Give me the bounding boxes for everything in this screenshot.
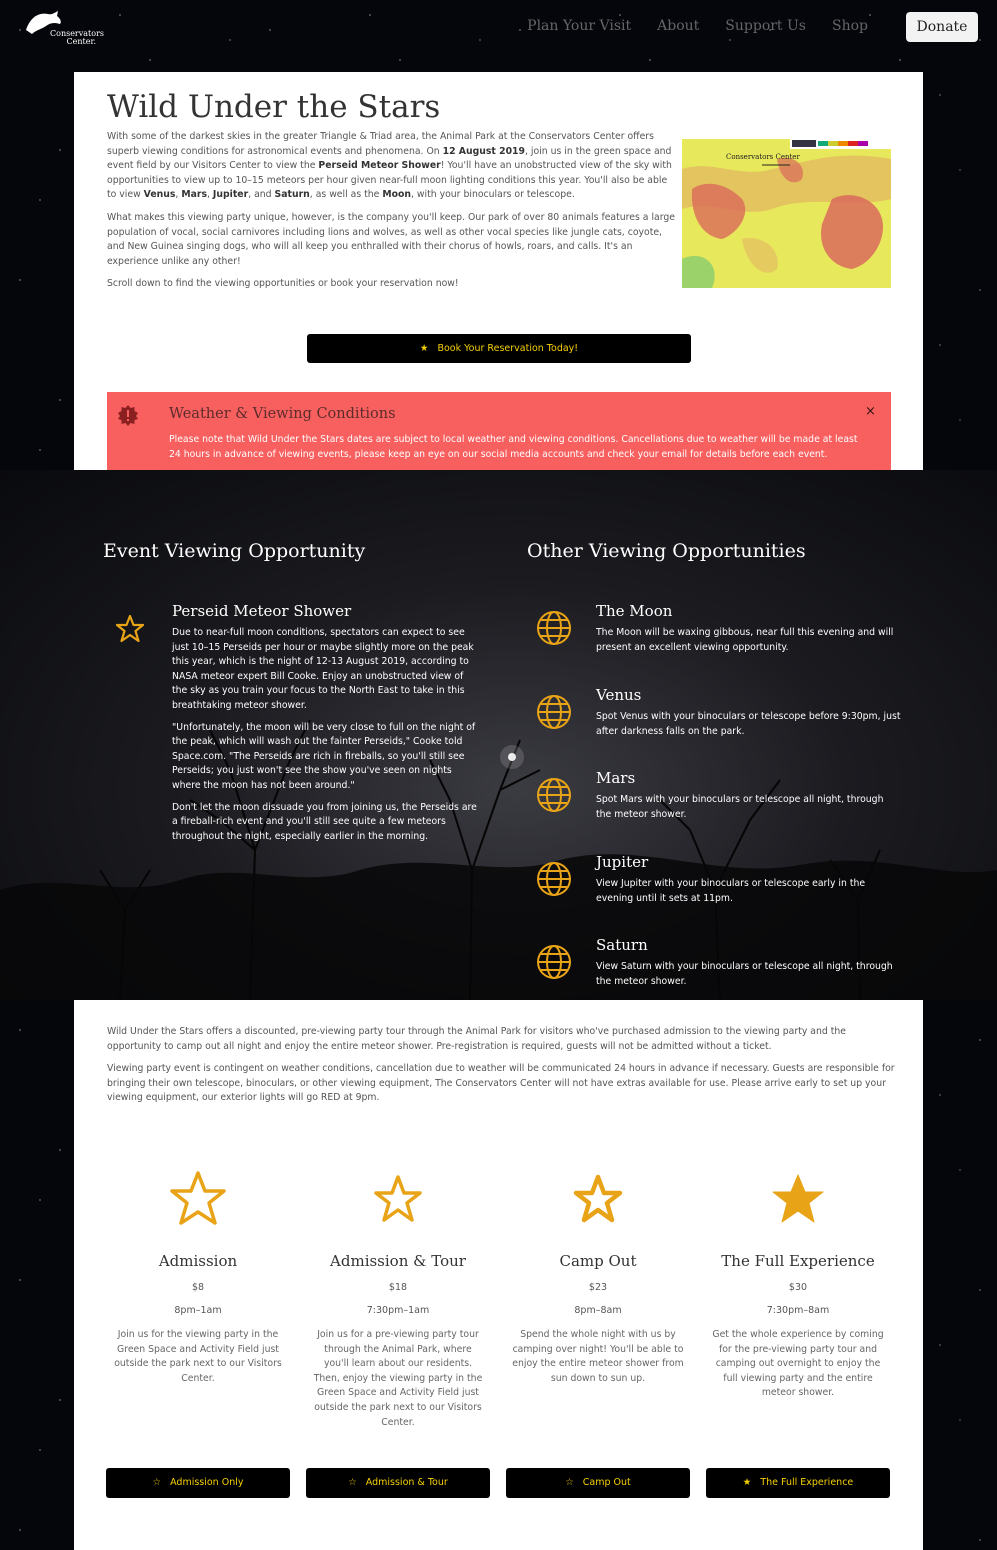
opportunity-description: View Jupiter with your binoculars or telescope early in the evening until it sets at 11pm. [596, 878, 866, 904]
event-title: Perseid Meteor Shower [172, 602, 352, 620]
tickets-card [74, 1000, 923, 1550]
admission-only-label: Admission Only [170, 1477, 244, 1488]
tier-price: $23 [588, 1282, 608, 1293]
intro-paragraph-2: What makes this viewing party unique, however, is the company you'll keep. Our park of over 80 animals features a large population of vocal, social carnivores including lions and wolves, as well as other vocal species like jungle cats, coyote, and New Guinea singing dogs, who will all keep you enthralled with their chorus of howls, roars, and calls. It's an experience unlike any other! [107, 211, 676, 267]
globe-icon [536, 777, 572, 813]
site-logo[interactable] [24, 8, 105, 48]
site-header [0, 0, 997, 56]
light-pollution-map [682, 139, 891, 288]
nav-plan-your-visit[interactable]: Plan Your Visit [527, 18, 632, 34]
tier-name: Admission & Tour [330, 1252, 466, 1270]
book-reservation-button[interactable] [307, 334, 691, 363]
map-label: Conservators Center [726, 153, 800, 161]
camp-out-label: Camp Out [582, 1477, 631, 1488]
tier-price: $18 [388, 1282, 408, 1293]
star-outline-icon [568, 1170, 628, 1228]
globe-icon [536, 944, 572, 980]
opportunity-description: Spot Mars with your binoculars or telescope all night, through the meteor shower. [596, 794, 884, 820]
page-title: Wild Under the Stars [107, 89, 441, 125]
other-viewing-heading: Other Viewing Opportunities [527, 540, 806, 562]
intro-paragraph-3: Scroll down to find the viewing opportunities or book your reservation now! [107, 278, 459, 290]
admission-tour-button[interactable] [306, 1468, 490, 1498]
opportunity-description: The Moon will be waxing gibbous, near full this evening and will present an excellent viewing opportunity. [596, 627, 894, 653]
ticket-info [107, 1025, 897, 1114]
opportunity-description: View Saturn with your binoculars or telescope all night, through the meteor shower. [596, 961, 893, 987]
event-description [172, 626, 477, 851]
opportunity-saturn [536, 936, 936, 1006]
star-outline-icon: ☆ [152, 1477, 162, 1488]
tier-camp-out [508, 1170, 688, 1386]
star-outline-icon [368, 1170, 428, 1228]
tier-time: 7:30pm–1am [366, 1305, 430, 1316]
alert-text: Please note that Wild Under the Stars dates are subject to local weather and viewing conditions. Cancellations due to weather will be made at least 24 hours in advance of viewing events, please keep an eye on our social media accounts and check your email for details before each event. [169, 434, 858, 460]
intro-card [74, 72, 923, 522]
opportunity-mars [536, 769, 936, 839]
opportunity-description: Spot Venus with your binoculars or telescope before 9:30pm, just after darkness falls on the park. [596, 711, 901, 737]
tier-description: Join us for the viewing party in the Green Space and Activity Field just outside the park next to our Visitors Center. [114, 1329, 282, 1384]
tier-name: Camp Out [559, 1252, 637, 1270]
globe-icon [536, 861, 572, 897]
opportunity-name: The Moon [596, 602, 673, 620]
donate-button[interactable]: Donate [906, 12, 978, 42]
opportunity-name: Saturn [596, 936, 648, 954]
tier-name: The Full Experience [721, 1252, 875, 1270]
tier-admission [108, 1170, 288, 1386]
tier-name: Admission [158, 1252, 238, 1270]
opportunity-name: Venus [596, 686, 642, 704]
opportunity-moon [536, 602, 936, 672]
tier-time: 8pm–8am [574, 1305, 622, 1316]
book-reservation-label: Book Your Reservation Today! [437, 343, 579, 354]
opportunity-name: Mars [596, 769, 636, 787]
intro-paragraph-1: With some of the darkest skies in the greater Triangle & Triad area, the Animal Park at the Conservators Center offers superb viewing conditions for astronomical events and phenomena. On 12 August 2019, join us in the green space and event field by our Visitors Center to view the Perseid Meteor Shower! You'll have an unobstructed view of the sky with opportunities to view up to 10–15 meteors per hour given near-full moon lighting conditions this year. You'll also be able to view Venus, Mars, Jupiter, and Saturn, as well as the Moon, with your binoculars or telescope. [107, 131, 672, 201]
tier-description: Get the whole experience by coming for the pre-viewing party tour and camping out overnight to enjoy the full viewing party and the entire meteor shower. [712, 1329, 884, 1399]
tier-description: Join us for a pre-viewing party tour through the Animal Park, where you'll learn about our residents. Then, enjoy the viewing party in the Green Space and Activity Field just outside the park next to our Visitors Center. [313, 1329, 483, 1428]
light-pollution-map-graphic [682, 139, 891, 288]
tier-time: 7:30pm–8am [766, 1305, 830, 1316]
full-experience-label: The Full Experience [760, 1477, 854, 1488]
opportunity-jupiter [536, 853, 936, 923]
intro-text [107, 130, 677, 300]
main-nav [501, 18, 868, 34]
globe-icon [536, 694, 572, 730]
nav-support-us[interactable]: Support Us [725, 18, 806, 34]
alert-badge-icon [117, 404, 139, 426]
star-filled-icon: ★ [742, 1477, 752, 1488]
star-outline-icon [115, 614, 145, 644]
star-outline-icon [168, 1170, 228, 1228]
event-paragraph-3: Don't let the moon dissuade you from joining us, the Perseids are a fireball-rich event and you'll still see quite a few meteors throughout the night, especially earlier in the morning. [172, 801, 477, 842]
tier-time: 8pm–1am [174, 1305, 222, 1316]
star-outline-icon: ☆ [565, 1477, 574, 1488]
alert-title: Weather & Viewing Conditions [169, 406, 396, 422]
event-viewing-heading: Event Viewing Opportunity [103, 540, 366, 562]
nav-shop[interactable]: Shop [832, 18, 868, 34]
star-filled-icon [768, 1170, 828, 1228]
full-experience-button[interactable] [706, 1468, 890, 1498]
tier-full-experience [708, 1170, 888, 1401]
event-paragraph-2: "Unfortunately, the moon will be very close to full on the night of the peak, which will wash out the fainter Perseids," Cooke told Space.com. "The Perseids are rich in fireballs, so you'll still see Perseids; you just won't see the show you've seen on nights where the moon has not been around." [172, 721, 476, 791]
opportunity-venus [536, 686, 936, 756]
tier-admission-tour [308, 1170, 488, 1430]
tier-description: Spend the whole night with us by camping over night! You'll be able to enjoy the entire meteor shower from sun down to sun up. [512, 1329, 684, 1384]
admission-tour-label: Admission & Tour [365, 1477, 448, 1488]
tier-price: $30 [788, 1282, 808, 1293]
logo-text: Conservators Center. [50, 29, 105, 46]
ticket-info-paragraph-2: Viewing party event is contingent on weather conditions, cancellation due to weather will be communicated 24 hours in advance if necessary. Guests are responsible for bringing their own telescope, binoculars, or other viewing equipment, The Conservators Center will not have extras available for use. Please arrive early to set up your viewing equipment, our exterior lights will go RED at 9pm. [107, 1063, 895, 1104]
star-icon: ★ [419, 343, 429, 354]
event-paragraph-1: Due to near-full moon conditions, spectators can expect to see just 10–15 Perseids per hour or maybe slightly more on the peak this year, which is the night of 12-13 August 2019, according to NASA meteor expert Bill Cooke. Enjoy an unobstructed view of the sky as you train your focus to the North East to take in this breathtaking meteor shower. [172, 627, 474, 711]
globe-icon [536, 610, 572, 646]
tier-price: $8 [191, 1282, 205, 1293]
close-icon[interactable]: × [865, 404, 876, 419]
nav-about[interactable]: About [657, 18, 700, 34]
ticket-info-paragraph-1: Wild Under the Stars offers a discounted, pre-viewing party tour through the Animal Park for visitors who've purchased admission to the viewing party and the opportunity to camp out all night and enjoy the entire meteor shower. Pre-registration is required, guests will not be admitted without a ticket. [107, 1026, 847, 1052]
camp-out-button[interactable] [506, 1468, 690, 1498]
star-outline-icon: ☆ [348, 1477, 357, 1488]
opportunity-name: Jupiter [596, 853, 649, 871]
admission-only-button[interactable] [106, 1468, 290, 1498]
